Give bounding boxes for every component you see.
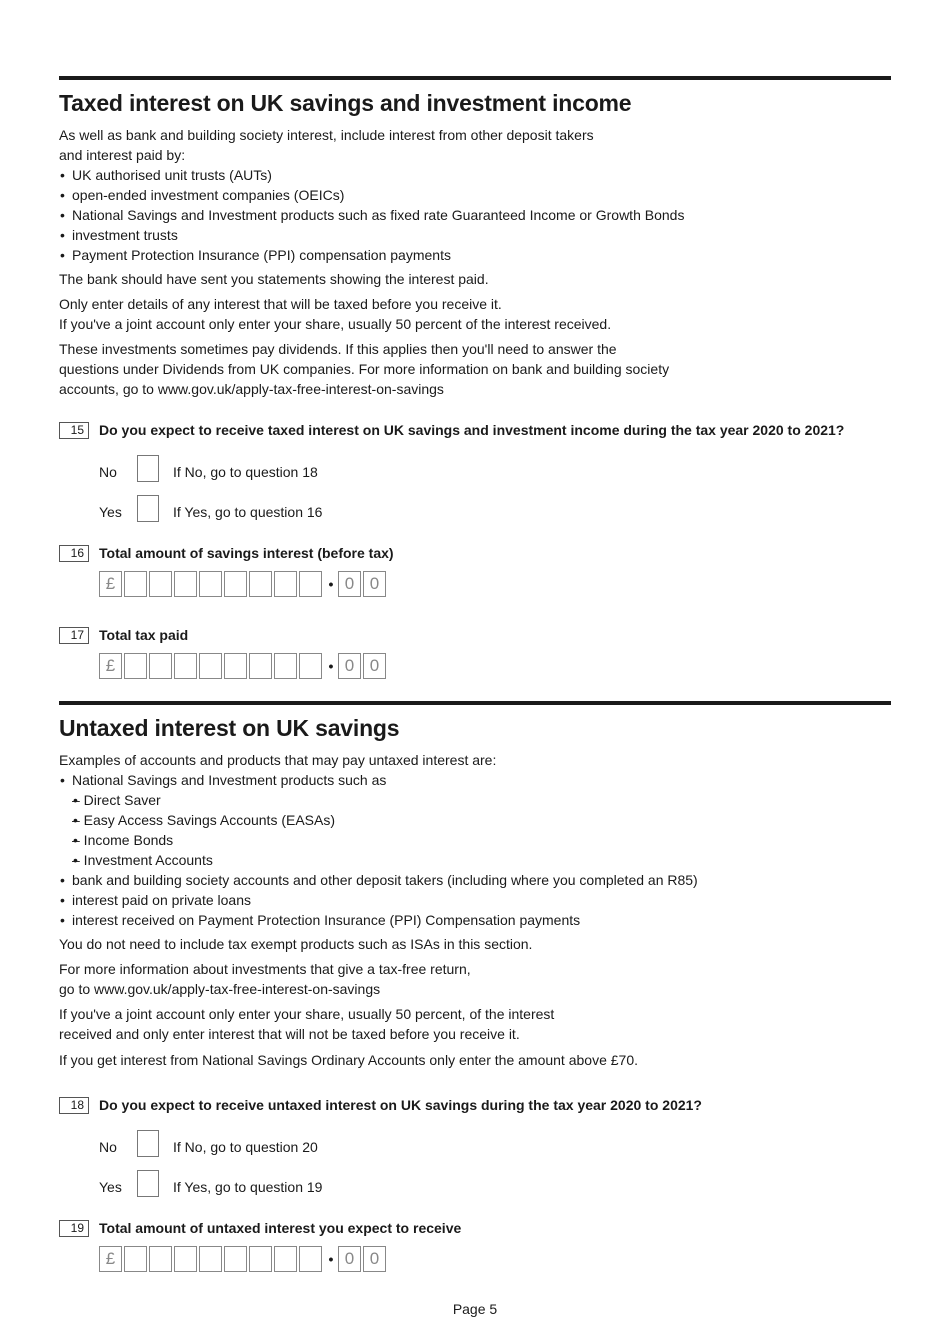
decimal-point: • xyxy=(328,576,334,592)
question-15 xyxy=(59,420,891,522)
option-yes xyxy=(99,482,891,522)
list-item: • Payment Protection Insurance (PPI) compensation payments xyxy=(59,245,891,265)
question-number: 18 xyxy=(59,1097,89,1114)
digit-box[interactable] xyxy=(174,1246,197,1272)
question-text: Total amount of savings interest (before tax) xyxy=(99,545,394,561)
digit-box[interactable] xyxy=(199,1246,222,1272)
option-no xyxy=(99,442,891,482)
digit-box[interactable] xyxy=(149,1246,172,1272)
section-divider xyxy=(59,701,891,705)
isa-note: You do not need to include tax exempt products such as ISAs in this section. xyxy=(59,936,533,952)
digit-box[interactable] xyxy=(224,653,247,679)
list-item: • National Savings and Investment products such as fixed rate Guaranteed Income or Growth Bonds xyxy=(59,205,891,225)
list-item-text: National Savings and Investment products such as xyxy=(72,772,387,788)
decimal-point: • xyxy=(328,1251,334,1267)
pence-box: 0 xyxy=(338,571,361,597)
question-number: 19 xyxy=(59,1220,89,1237)
no-checkbox[interactable] xyxy=(137,1130,159,1157)
dividends-note-3: accounts, go to www.gov.uk/apply-tax-free-interest-on-savings xyxy=(59,381,444,397)
digit-box[interactable] xyxy=(199,571,222,597)
form-page xyxy=(59,76,891,1272)
digit-box[interactable] xyxy=(124,653,147,679)
list-item: • – Investment Accounts xyxy=(72,850,891,870)
digit-box[interactable] xyxy=(299,653,322,679)
list-item xyxy=(59,770,891,870)
dividends-note-1: These investments sometimes pay dividends. If this applies then you'll need to answer the xyxy=(59,341,617,357)
digit-box[interactable] xyxy=(299,1246,322,1272)
section-divider xyxy=(59,76,891,80)
pence-box: 0 xyxy=(363,571,386,597)
question-text: Total tax paid xyxy=(99,627,189,643)
digit-box[interactable] xyxy=(274,653,297,679)
amount-field xyxy=(99,571,891,597)
intro-line-2: and interest paid by: xyxy=(59,147,186,163)
decimal-point: • xyxy=(328,658,334,674)
option-yes xyxy=(99,1157,891,1197)
question-18 xyxy=(59,1095,891,1197)
ordinary-accounts-note: If you get interest from National Savings Ordinary Accounts only enter the amount above £70. xyxy=(59,1052,638,1068)
amount-field xyxy=(99,653,891,679)
list-item: • – Easy Access Savings Accounts (EASAs) xyxy=(72,810,891,830)
pence-box: 0 xyxy=(363,653,386,679)
option-label: Yes xyxy=(99,504,122,520)
digit-box[interactable] xyxy=(274,1246,297,1272)
option-label: No xyxy=(99,1139,117,1155)
list-item: • bank and building society accounts and other deposit takers (including where you completed an R85) xyxy=(59,870,891,890)
digit-box[interactable] xyxy=(299,571,322,597)
digit-box[interactable] xyxy=(174,571,197,597)
digit-box[interactable] xyxy=(174,653,197,679)
section-title-untaxed-interest: Untaxed interest on UK savings xyxy=(59,715,400,741)
digit-box[interactable] xyxy=(224,571,247,597)
option-no xyxy=(99,1117,891,1157)
intro-line-1: As well as bank and building society interest, include interest from other deposit takers xyxy=(59,127,594,143)
pence-box: 0 xyxy=(338,653,361,679)
list-item: • UK authorised unit trusts (AUTs) xyxy=(59,165,891,185)
digit-box[interactable] xyxy=(249,1246,272,1272)
more-info-note-2: go to www.gov.uk/apply-tax-free-interest-on-savings xyxy=(59,981,381,997)
pence-box: 0 xyxy=(338,1246,361,1272)
option-label: No xyxy=(99,464,117,480)
yes-checkbox[interactable] xyxy=(137,1170,159,1197)
more-info-note-1: For more information about investments that give a tax-free return, xyxy=(59,961,471,977)
digit-box[interactable] xyxy=(224,1246,247,1272)
option-hint: If No, go to question 20 xyxy=(173,1139,318,1155)
list-item: • – Direct Saver xyxy=(72,790,891,810)
currency-symbol: £ xyxy=(99,1246,122,1272)
question-16 xyxy=(59,543,891,597)
question-text: Do you expect to receive untaxed interest on UK savings during the tax year 2020 to 2021? xyxy=(99,1097,702,1113)
list-item: • interest paid on private loans xyxy=(59,890,891,910)
digit-box[interactable] xyxy=(149,653,172,679)
currency-symbol: £ xyxy=(99,571,122,597)
nsi-product-list xyxy=(72,790,891,870)
question-number: 16 xyxy=(59,545,89,562)
no-checkbox[interactable] xyxy=(137,455,159,482)
digit-box[interactable] xyxy=(149,571,172,597)
question-number: 15 xyxy=(59,422,89,439)
question-text: Total amount of untaxed interest you expect to receive xyxy=(99,1220,462,1236)
list-item: • investment trusts xyxy=(59,225,891,245)
question-17 xyxy=(59,625,891,679)
option-hint: If No, go to question 18 xyxy=(173,464,318,480)
statements-note: The bank should have sent you statements showing the interest paid. xyxy=(59,271,489,287)
digit-box[interactable] xyxy=(274,571,297,597)
page-number: Page 5 xyxy=(452,1301,498,1317)
untaxed-intro: Examples of accounts and products that may pay untaxed interest are: xyxy=(59,752,497,768)
question-19 xyxy=(59,1218,891,1272)
joint-account-note-2: received and only enter interest that will not be taxed before you receive it. xyxy=(59,1026,520,1042)
taxed-interest-list xyxy=(59,165,891,265)
list-item: • interest received on Payment Protection Insurance (PPI) Compensation payments xyxy=(59,910,891,930)
digit-box[interactable] xyxy=(124,1246,147,1272)
list-item: • open-ended investment companies (OEICs) xyxy=(59,185,891,205)
joint-account-note-1: If you've a joint account only enter your share, usually 50 percent, of the interest xyxy=(59,1006,555,1022)
only-enter-note-2: If you've a joint account only enter your share, usually 50 percent of the interest received. xyxy=(59,316,612,332)
digit-box[interactable] xyxy=(199,653,222,679)
yes-checkbox[interactable] xyxy=(137,495,159,522)
pence-box: 0 xyxy=(363,1246,386,1272)
question-text: Do you expect to receive taxed interest on UK savings and investment income during the tax year 2020 to 2021? xyxy=(99,422,845,438)
question-number: 17 xyxy=(59,627,89,644)
digit-box[interactable] xyxy=(124,571,147,597)
amount-field xyxy=(99,1246,891,1272)
option-label: Yes xyxy=(99,1179,122,1195)
digit-box[interactable] xyxy=(249,653,272,679)
untaxed-list-1 xyxy=(59,770,891,930)
option-hint: If Yes, go to question 16 xyxy=(173,504,323,520)
digit-box[interactable] xyxy=(249,571,272,597)
option-hint: If Yes, go to question 19 xyxy=(173,1179,323,1195)
dividends-note-2: questions under Dividends from UK companies. For more information on bank and building society xyxy=(59,361,670,377)
only-enter-note-1: Only enter details of any interest that will be taxed before you receive it. xyxy=(59,296,502,312)
list-item: • – Income Bonds xyxy=(72,830,891,850)
currency-symbol: £ xyxy=(99,653,122,679)
section-title-taxed-interest: Taxed interest on UK savings and investment income xyxy=(59,90,632,116)
